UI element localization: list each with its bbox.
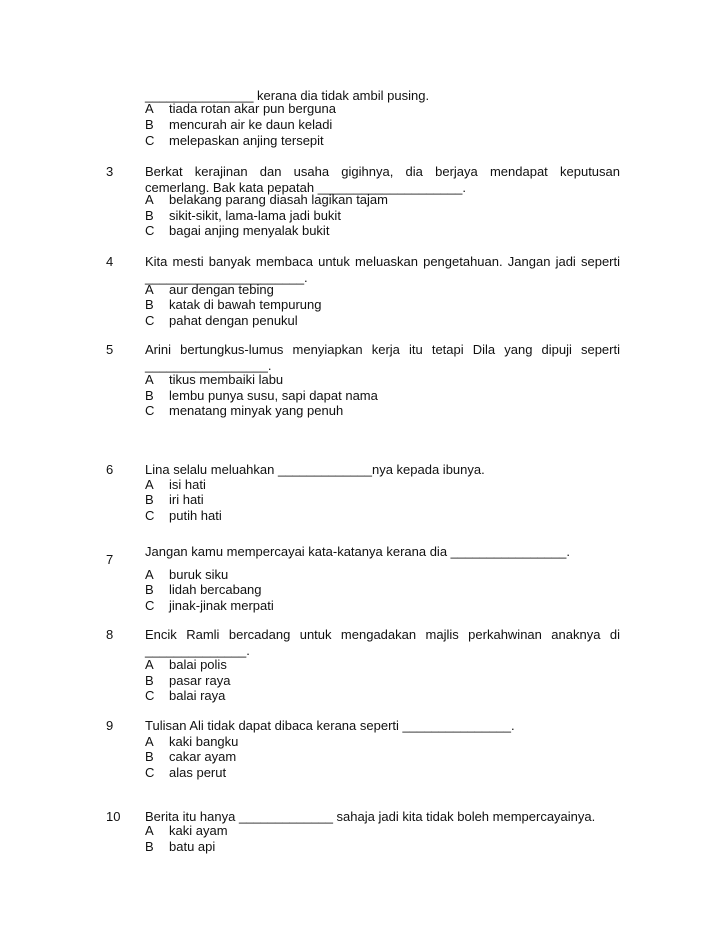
question-number: 5 [106, 342, 114, 357]
option-c [145, 765, 226, 781]
option-c [145, 223, 329, 239]
stem-line: Kita mesti banyak membaca untuk meluaskan pengetahuan. Jangan jadi seperti [145, 254, 620, 269]
stem-line: Berkat kerajinan dan usaha gigihnya, dia berjaya mendapat keputusan [145, 164, 620, 179]
option-letter: A [145, 823, 154, 838]
option-letter: C [145, 313, 155, 328]
option-a [145, 192, 388, 208]
option-a [145, 823, 228, 839]
option-text: jinak-jinak merpati [169, 598, 274, 613]
option-letter: B [145, 117, 154, 132]
option-text: balai raya [169, 688, 226, 703]
option-b [145, 492, 204, 508]
question-number: 3 [106, 164, 114, 179]
option-b [145, 208, 341, 224]
question-stem [145, 544, 620, 560]
option-a [145, 567, 228, 583]
option-letter: A [145, 372, 154, 387]
option-c [145, 688, 225, 704]
question-stem [145, 342, 620, 374]
option-text: putih hati [169, 508, 222, 523]
option-text: tiada rotan akar pun berguna [169, 101, 336, 116]
option-text: belakang parang diasah lagikan tajam [169, 192, 388, 207]
question-number: 10 [106, 809, 121, 824]
option-a [145, 372, 283, 388]
option-letter: B [145, 388, 154, 403]
option-letter: B [145, 297, 154, 312]
question-number: 6 [106, 462, 114, 477]
option-text: kaki ayam [169, 823, 228, 838]
option-letter: C [145, 598, 155, 613]
option-text: isi hati [169, 477, 206, 492]
question-stem [145, 718, 620, 734]
option-text: buruk siku [169, 567, 229, 582]
option-letter: A [145, 192, 154, 207]
option-letter: B [145, 749, 154, 764]
option-b [145, 749, 236, 765]
option-text: sikit-sikit, lama-lama jadi bukit [169, 208, 341, 223]
stem-line: Jangan kamu mempercayai kata-katanya kerana dia ________________. [145, 544, 570, 559]
option-letter: C [145, 508, 155, 523]
option-text: menatang minyak yang penuh [169, 403, 344, 418]
stem-line: Tulisan Ali tidak dapat dibaca kerana seperti _______________. [145, 718, 515, 733]
stem-line: Arini bertungkus-lumus menyiapkan kerja itu tetapi Dila yang dipuji seperti [145, 342, 620, 357]
option-letter: C [145, 133, 155, 148]
option-letter: C [145, 223, 155, 238]
question-stem [145, 462, 620, 478]
question-number: 4 [106, 254, 114, 269]
option-letter: A [145, 477, 154, 492]
option-letter: A [145, 567, 154, 582]
stem-line: _________________. [145, 358, 272, 373]
stem-line: ______________________. [145, 270, 308, 285]
question-number: 9 [106, 718, 114, 733]
option-text: pahat dengan penukul [169, 313, 298, 328]
option-text: lembu punya susu, sapi dapat nama [169, 388, 378, 403]
option-text: tikus membaiki labu [169, 372, 284, 387]
option-letter: A [145, 282, 154, 297]
option-text: lidah bercabang [169, 582, 262, 597]
option-text: batu api [169, 839, 216, 854]
option-text: pasar raya [169, 673, 231, 688]
option-text: alas perut [169, 765, 227, 780]
option-c [145, 403, 343, 419]
option-letter: B [145, 582, 154, 597]
option-b [145, 582, 262, 598]
option-b [145, 117, 332, 133]
option-a [145, 282, 274, 298]
option-c [145, 133, 324, 149]
option-text: aur dengan tebing [169, 282, 274, 297]
option-letter: A [145, 734, 154, 749]
option-letter: B [145, 208, 154, 223]
question-stem [145, 627, 620, 659]
option-letter: B [145, 492, 154, 507]
stem-line: Berita itu hanya _____________ sahaja jadi kita tidak boleh mempercayainya. [145, 809, 596, 824]
option-c [145, 598, 274, 614]
option-c [145, 508, 222, 524]
option-text: melepaskan anjing tersepit [169, 133, 324, 148]
option-letter: C [145, 403, 155, 418]
stem-line: ______________. [145, 643, 250, 658]
option-letter: C [145, 688, 155, 703]
option-text: cakar ayam [169, 749, 237, 764]
stem-line: _______________ kerana dia tidak ambil pusing. [145, 88, 430, 103]
option-text: kaki bangku [169, 734, 239, 749]
option-letter: A [145, 101, 154, 116]
option-a [145, 657, 227, 673]
option-letter: A [145, 657, 154, 672]
stem-line: Lina selalu meluahkan _____________nya kepada ibunya. [145, 462, 485, 477]
option-b [145, 673, 230, 689]
question-number: 8 [106, 627, 114, 642]
question-number: 7 [106, 552, 114, 567]
option-letter: C [145, 765, 155, 780]
option-letter: B [145, 673, 154, 688]
option-text: bagai anjing menyalak bukit [169, 223, 330, 238]
stem-line: Encik Ramli bercadang untuk mengadakan majlis perkahwinan anaknya di [145, 627, 620, 642]
option-letter: B [145, 839, 154, 854]
option-text: iri hati [169, 492, 204, 507]
option-b [145, 388, 378, 404]
option-text: mencurah air ke daun keladi [169, 117, 333, 132]
option-a [145, 101, 336, 117]
option-b [145, 297, 321, 313]
option-b [145, 839, 215, 855]
option-text: balai polis [169, 657, 227, 672]
option-a [145, 734, 238, 750]
option-text: katak di bawah tempurung [169, 297, 322, 312]
option-a [145, 477, 206, 493]
stem-line: cemerlang. Bak kata pepatah ____________________. [145, 180, 466, 195]
option-c [145, 313, 298, 329]
